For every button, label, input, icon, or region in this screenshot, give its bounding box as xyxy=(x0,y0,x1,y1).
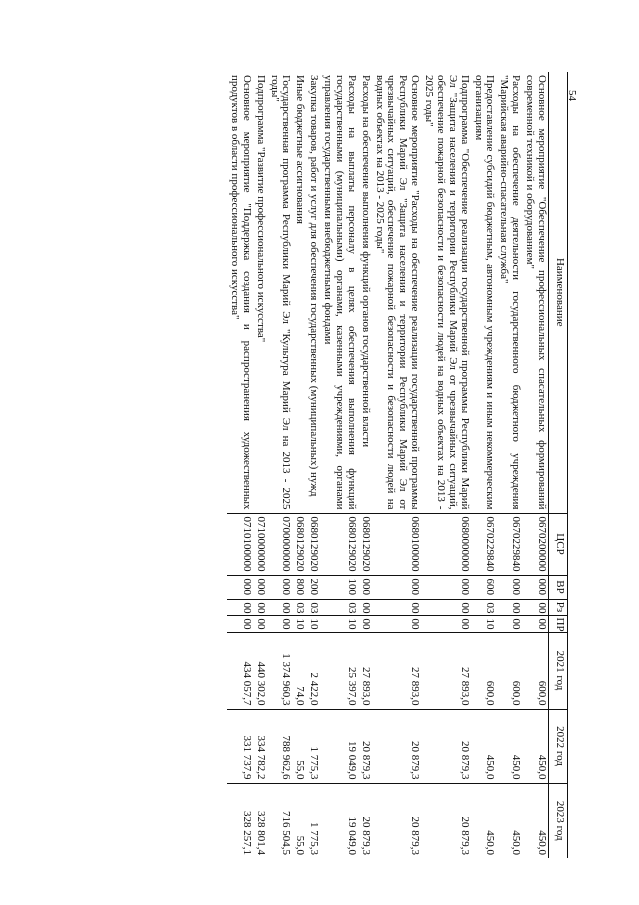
table-body xyxy=(227,72,548,858)
row-csr: 0670229840 xyxy=(497,513,523,575)
row-2023: 328 801,4 xyxy=(253,783,267,858)
row-vr: 000 xyxy=(358,575,372,599)
row-name: Иные бюджетные ассигнования xyxy=(294,75,307,224)
row-2022: 1 775,3 xyxy=(306,709,320,783)
table-row xyxy=(253,72,267,858)
row-name: Расходы на выплаты персоналу в целях обеспечения выполнения функций государственными (муниципальными) органами, казенными учреждениями, органами управления государственными внебюджетными фондами xyxy=(322,75,358,510)
row-rz: 00 xyxy=(372,599,422,615)
row-vr: 000 xyxy=(227,575,253,599)
row-2023: 20 879,3 xyxy=(372,783,422,858)
row-csr: 0710000000 xyxy=(253,513,267,575)
row-vr: 100 xyxy=(320,575,358,599)
row-2023: 1 775,3 xyxy=(306,783,320,858)
header-vr: ВР xyxy=(549,575,568,599)
row-2021: 27 893,0 xyxy=(421,632,471,709)
row-pr: 00 xyxy=(358,615,372,632)
row-name: Расходы на обеспечение выполнения функций органов государственной власти xyxy=(359,75,372,448)
row-2023: 450,0 xyxy=(522,783,548,858)
row-2021: 25 397,0 xyxy=(320,632,358,709)
row-2022: 450,0 xyxy=(522,709,548,783)
row-2022: 331 737,9 xyxy=(227,709,253,783)
header-pr: ПР xyxy=(549,615,568,632)
table-row xyxy=(497,72,523,858)
row-pr: 00 xyxy=(372,615,422,632)
row-csr: 0670200000 xyxy=(522,513,548,575)
row-name: Расходы на обеспечение деятельности государственного бюджетного учреждения "Марийская аварийно-спасательная служба" xyxy=(498,75,523,510)
table-row xyxy=(421,72,471,858)
row-2021: 600,0 xyxy=(497,632,523,709)
header-2022: 2022 год xyxy=(549,709,568,783)
row-2023: 20 879,3 xyxy=(421,783,471,858)
header-name: Наименование xyxy=(549,72,568,513)
row-rz: 00 xyxy=(497,599,523,615)
table-row xyxy=(358,72,372,858)
row-2021: 27 893,0 xyxy=(358,632,372,709)
row-vr: 000 xyxy=(253,575,267,599)
row-2022: 450,0 xyxy=(471,709,497,783)
row-csr: 0680100000 xyxy=(372,513,422,575)
table-row xyxy=(267,72,293,858)
row-csr: 0680129020 xyxy=(293,513,307,575)
row-vr: 600 xyxy=(471,575,497,599)
row-pr: 00 xyxy=(227,615,253,632)
row-rz: 03 xyxy=(320,599,358,615)
table-header xyxy=(549,72,568,858)
row-rz: 00 xyxy=(227,599,253,615)
row-2022: 20 879,3 xyxy=(421,709,471,783)
row-name: Предоставление субсидий бюджетным, автономным учреждениям и иным некоммерческим организациям xyxy=(472,75,497,510)
row-rz: 00 xyxy=(358,599,372,615)
header-2021: 2021 год xyxy=(549,632,568,709)
row-rz: 00 xyxy=(522,599,548,615)
row-name: Основное мероприятие "Расходы на обеспечение реализации государственной программы Республики Марий Эл "Защита населения и территории Республики Марий Эл от чрезвычайных ситуаций, обеспечение пожарной безопасности и безопасности людей на водных объектах на 2013 - 2025 годы" xyxy=(373,75,422,510)
row-2023: 716 504,5 xyxy=(267,783,293,858)
table-row xyxy=(471,72,497,858)
row-name: Закупка товаров, работ и услуг для обеспечения государственных (муниципальных) нужд xyxy=(308,75,321,497)
row-2023: 328 257,1 xyxy=(227,783,253,858)
row-vr: 000 xyxy=(372,575,422,599)
row-csr: 0680129020 xyxy=(320,513,358,575)
table-row xyxy=(372,72,422,858)
page-number: 54 xyxy=(566,90,578,101)
row-rz: 03 xyxy=(293,599,307,615)
row-pr: 00 xyxy=(267,615,293,632)
row-2023: 450,0 xyxy=(497,783,523,858)
table-row xyxy=(306,72,320,858)
header-csr: ЦСР xyxy=(549,513,568,575)
row-2022: 55,0 xyxy=(293,709,307,783)
row-pr: 10 xyxy=(471,615,497,632)
row-2021: 1 374 960,3 xyxy=(267,632,293,709)
row-csr: 0710100000 xyxy=(227,513,253,575)
row-2022: 788 962,6 xyxy=(267,709,293,783)
row-2022: 334 782,2 xyxy=(253,709,267,783)
row-2022: 20 879,3 xyxy=(372,709,422,783)
row-name: Подпрограмма "Обеспечение реализации государственной программы Республики Марий Эл "Защита населения и территории Республики Марий Эл от чрезвычайных ситуаций, обеспечение пожарной безопасности и безопасности людей на водных объектах на 2013 - 2025 годы" xyxy=(423,75,471,510)
row-csr: 0680129020 xyxy=(306,513,320,575)
table-row xyxy=(293,72,307,858)
row-name: Государственная программа Республики Марий Эл "Культура Марий Эл на 2013 - 2025 годы" xyxy=(268,75,293,510)
budget-table-container xyxy=(227,72,568,858)
row-rz: 00 xyxy=(253,599,267,615)
row-csr: 0700000000 xyxy=(267,513,293,575)
row-pr: 10 xyxy=(306,615,320,632)
row-2021: 74,0 xyxy=(293,632,307,709)
row-csr: 0680000000 xyxy=(421,513,471,575)
row-rz: 03 xyxy=(306,599,320,615)
row-vr: 800 xyxy=(293,575,307,599)
row-2021: 600,0 xyxy=(522,632,548,709)
row-pr: 00 xyxy=(421,615,471,632)
row-vr: 000 xyxy=(522,575,548,599)
table-row xyxy=(227,72,253,858)
row-2021: 27 893,0 xyxy=(372,632,422,709)
row-csr: 0680129020 xyxy=(358,513,372,575)
row-2022: 19 049,0 xyxy=(320,709,358,783)
row-pr: 00 xyxy=(522,615,548,632)
header-2023: 2023 год xyxy=(549,783,568,858)
row-vr: 000 xyxy=(497,575,523,599)
row-2023: 20 879,3 xyxy=(358,783,372,858)
table-row xyxy=(320,72,358,858)
row-2023: 55,0 xyxy=(293,783,307,858)
row-2023: 19 049,0 xyxy=(320,783,358,858)
row-name: Основное мероприятие "Поддержка создания и распространения художественных продуктов в области профессионального искусства" xyxy=(229,75,253,510)
row-pr: 00 xyxy=(253,615,267,632)
row-2021: 2 422,0 xyxy=(306,632,320,709)
row-name: Подпрограмма "Развитие профессионального искусства" xyxy=(254,75,267,343)
row-pr: 10 xyxy=(320,615,358,632)
row-rz: 00 xyxy=(421,599,471,615)
row-vr: 000 xyxy=(421,575,471,599)
row-2021: 440 302,0 xyxy=(253,632,267,709)
row-name: Основное мероприятие "Обеспечение профессиональных спасательных формирований современной техникой и оборудованием" xyxy=(524,75,548,510)
row-rz: 03 xyxy=(471,599,497,615)
row-2023: 450,0 xyxy=(471,783,497,858)
budget-table xyxy=(227,72,568,858)
row-pr: 10 xyxy=(293,615,307,632)
row-2022: 450,0 xyxy=(497,709,523,783)
row-csr: 0670229840 xyxy=(471,513,497,575)
row-rz: 00 xyxy=(267,599,293,615)
row-vr: 000 xyxy=(267,575,293,599)
row-2021: 600,0 xyxy=(471,632,497,709)
table-row xyxy=(522,72,548,858)
row-2022: 20 879,3 xyxy=(358,709,372,783)
row-2021: 434 057,7 xyxy=(227,632,253,709)
header-rz: Рз xyxy=(549,599,568,615)
row-vr: 200 xyxy=(306,575,320,599)
row-pr: 00 xyxy=(497,615,523,632)
